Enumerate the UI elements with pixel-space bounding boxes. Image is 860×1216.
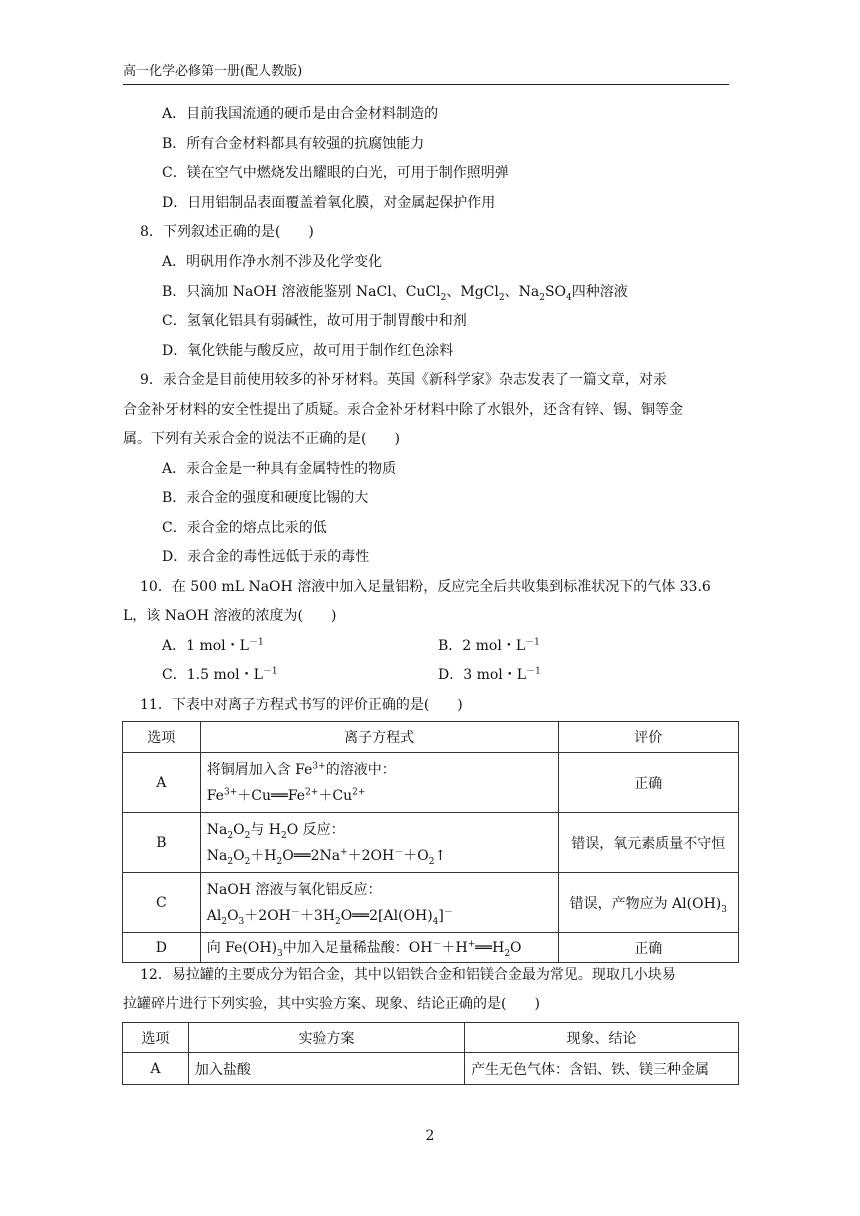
row-equation: 将铜屑加入含 $Fe^{3+}$的溶液中： $Fe^{3+}+Cu══Fe^{2+}+Cu^{2+}$ [200,753,558,813]
row-evaluation: 正确 [558,933,738,963]
row-plan: 加入盐酸 [188,1053,464,1085]
q8-stem: 8．下列叙述正确的是( ) [140,224,314,240]
q9-stem-line-2: 合金补牙材料的安全性提出了质疑。汞合金补牙材料中除了水银外，还含有锌、锡、铜等金 [123,402,683,418]
q10-option-d: D．3 mol・$L^{-1}$ [438,666,541,683]
table-row [123,1053,739,1085]
q7-option-a: A．目前我国流通的硬币是由合金材料制造的 [162,106,439,122]
q8-option-a: A．明矾用作净水剂不涉及化学变化 [162,254,383,270]
header-evaluation: 评价 [558,722,738,753]
q8-option-c: C．氢氧化铝具有弱碱性，故可用于制胃酸中和剂 [162,313,467,329]
q7-option-d: D．日用铝制品表面覆盖着氧化膜，对金属起保护作用 [162,195,496,211]
row-option: C [123,873,201,933]
row-option: A [123,753,201,813]
q12-table [122,1022,739,1085]
q10-stem-line-2: L，该 NaOH 溶液的浓度为( ) [123,608,337,624]
row-equation: 向 $Fe(OH)_3$中加入足量稀盐酸：$OH^-+H^+══H_2O$ [200,933,558,963]
row-option: B [123,813,201,873]
header-option: 选项 [123,722,201,753]
page-number: 2 [425,1128,435,1144]
header-option: 选项 [123,1023,189,1053]
q9-stem-line-3: 属。下列有关汞合金的说法不正确的是( ) [123,431,400,447]
q12-stem-line-2: 拉罐碎片进行下列实验，其中实验方案、现象、结论正确的是( ) [123,996,540,1012]
q11-table [122,721,739,963]
header-result: 现象、结论 [465,1023,739,1053]
row-result: 产生无色气体：含铝、铁、镁三种金属 [465,1053,739,1085]
row-equation: $Na_2O_2$与 $H_2O$ 反应： $Na_2O_2+H_2O══2Na^++2OH^-+O_2↑$ [200,813,558,873]
q10-stem-line-1: 10．在 500 mL NaOH 溶液中加入足量铝粉，反应完全后共收集到标准状况下的气体 33.6 [140,579,711,595]
q10-option-c: C．1.5 mol・$L^{-1}$ [162,666,278,683]
q10-option-a: A．1 mol・$L^{-1}$ [162,637,264,654]
q7-option-b: B．所有合金材料都具有较强的抗腐蚀能力 [162,136,425,152]
q9-option-b: B．汞合金的强度和硬度比锡的大 [162,490,369,506]
row-evaluation: 错误，产物应为 $Al(OH)_3$ [558,873,738,933]
table-header-row [123,722,739,753]
q8-option-b: B．只滴加 NaOH 溶液能鉴别 NaCl、CuCl$_2$、MgCl$_2$、$Na_2SO_4$四种溶液 [162,284,628,303]
table-header-row [123,1023,739,1053]
q9-option-a: A．汞合金是一种具有金属特性的物质 [162,461,397,477]
row-equation: NaOH 溶液与氧化铝反应： $Al_2O_3+2OH^-+3H_2O══2[Al(OH)_4]^-$ [200,873,558,933]
header-title: 高一化学必修第一册(配人教版) [123,64,303,79]
table-row [123,753,739,813]
row-evaluation: 正确 [558,753,738,813]
q11-stem: 11．下表中对离子方程式书写的评价正确的是( ) [140,697,463,713]
q10-option-b: B．2 mol・$L^{-1}$ [438,637,540,654]
header-equation: 离子方程式 [200,722,558,753]
header-plan: 实验方案 [188,1023,464,1053]
table-row [123,813,739,873]
q8-option-d: D．氧化铁能与酸反应，故可用于制作红色涂料 [162,343,454,359]
running-header [123,62,729,85]
table-row [123,873,739,933]
table-row [123,933,739,963]
row-evaluation: 错误，氧元素质量不守恒 [558,813,738,873]
row-option: D [123,933,201,963]
row-option: A [123,1053,189,1085]
q12-stem-line-1: 12．易拉罐的主要成分为铝合金，其中以铝铁合金和铝镁合金最为常见。现取几小块易 [140,967,676,983]
q9-option-c: C．汞合金的熔点比汞的低 [162,520,327,536]
q9-stem-line-1: 9．汞合金是目前使用较多的补牙材料。英国《新科学家》杂志发表了一篇文章，对汞 [140,372,667,388]
q7-option-c: C．镁在空气中燃烧发出耀眼的白光，可用于制作照明弹 [162,165,509,181]
q9-option-d: D．汞合金的毒性远低于汞的毒性 [162,549,370,565]
